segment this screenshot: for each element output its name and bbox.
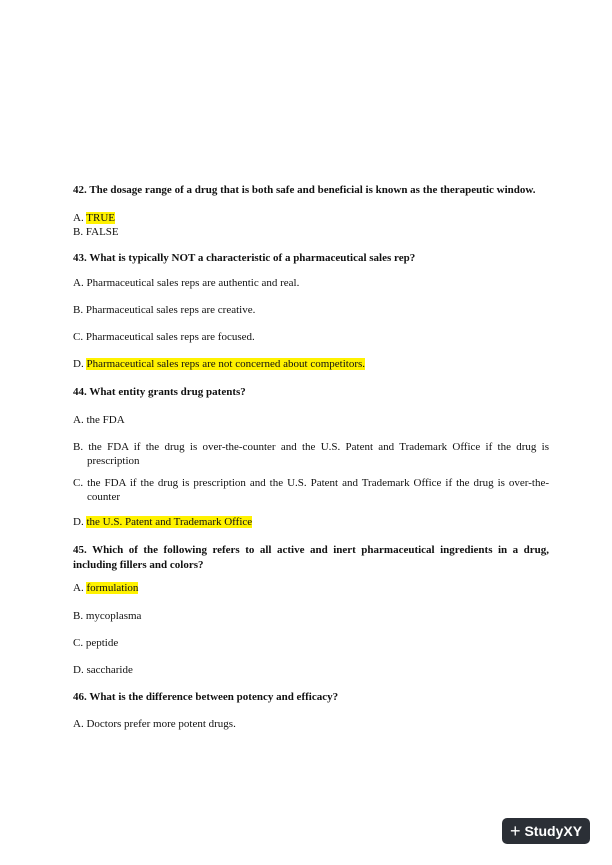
question-text: Which of the following refers to all active and inert pharmaceutical ingredients in a drug, including fillers and colors? bbox=[73, 544, 550, 571]
option-letter: A. bbox=[73, 718, 84, 730]
option-text: the FDA if the drug is over-the-counter and the U.S. Patent and Trademark Office if the drug is prescription bbox=[87, 441, 550, 467]
option-text-highlighted: formulation bbox=[86, 582, 139, 594]
question-number: 45. bbox=[73, 544, 87, 556]
question-number: 42. bbox=[73, 184, 87, 196]
option-letter: C. bbox=[73, 477, 84, 489]
option-text-highlighted: Pharmaceutical sales reps are not concerned about competitors. bbox=[86, 358, 366, 370]
q44-option-c bbox=[73, 476, 549, 504]
q43-option-d bbox=[73, 357, 549, 371]
option-letter: B. bbox=[73, 441, 84, 453]
option-letter: B. bbox=[73, 226, 84, 238]
q44-option-d bbox=[73, 515, 549, 529]
q43-option-b bbox=[73, 303, 549, 317]
question-number: 43. bbox=[73, 252, 87, 264]
q45-option-c bbox=[73, 636, 549, 650]
option-text: the FDA bbox=[86, 414, 125, 426]
option-text: Pharmaceutical sales reps are creative. bbox=[85, 304, 256, 316]
q45-option-d bbox=[73, 663, 549, 677]
option-letter: D. bbox=[73, 664, 84, 676]
q46-option-a bbox=[73, 717, 549, 731]
option-text: Pharmaceutical sales reps are authentic and real. bbox=[86, 277, 300, 289]
option-hanging-wrapper bbox=[73, 476, 549, 504]
option-letter: A. bbox=[73, 414, 84, 426]
q43-option-c bbox=[73, 330, 549, 344]
question-44-heading bbox=[73, 385, 549, 400]
question-43-heading bbox=[73, 251, 549, 266]
option-letter: A. bbox=[73, 277, 84, 289]
option-letter: A. bbox=[73, 582, 84, 594]
q45-option-b bbox=[73, 609, 549, 623]
question-46-heading bbox=[73, 690, 549, 705]
q44-option-b bbox=[73, 440, 549, 468]
question-text: The dosage range of a drug that is both safe and beneficial is known as the therapeutic window. bbox=[89, 184, 536, 196]
plus-icon: + bbox=[509, 821, 521, 841]
q42-option-b bbox=[73, 225, 549, 239]
q44-option-a bbox=[73, 413, 549, 427]
q45-option-a bbox=[73, 581, 549, 595]
option-hanging-wrapper bbox=[73, 440, 549, 468]
option-text: FALSE bbox=[85, 226, 119, 238]
option-letter: B. bbox=[73, 304, 84, 316]
option-text: the FDA if the drug is prescription and the U.S. Patent and Trademark Office if the drug is over-the-counter bbox=[87, 477, 549, 503]
option-letter: D. bbox=[73, 358, 84, 370]
option-text: Doctors prefer more potent drugs. bbox=[86, 718, 236, 730]
option-text: saccharide bbox=[86, 664, 133, 676]
question-42-heading bbox=[73, 183, 549, 198]
option-letter: C. bbox=[73, 331, 84, 343]
question-number: 46. bbox=[73, 691, 87, 703]
question-text: What is the difference between potency and efficacy? bbox=[89, 691, 339, 703]
option-text-highlighted: the U.S. Patent and Trademark Office bbox=[86, 516, 253, 528]
question-text: What is typically NOT a characteristic of a pharmaceutical sales rep? bbox=[89, 252, 416, 264]
option-letter: B. bbox=[73, 610, 84, 622]
option-letter: D. bbox=[73, 516, 84, 528]
question-number: 44. bbox=[73, 386, 87, 398]
brand-name: StudyXY bbox=[524, 823, 583, 839]
option-text: peptide bbox=[85, 637, 119, 649]
option-text-highlighted: TRUE bbox=[86, 212, 115, 224]
option-text: Pharmaceutical sales reps are focused. bbox=[85, 331, 255, 343]
question-text: What entity grants drug patents? bbox=[89, 386, 246, 398]
studyxy-logo[interactable] bbox=[502, 818, 590, 844]
q42-option-a bbox=[73, 211, 549, 225]
q43-option-a bbox=[73, 276, 549, 290]
option-letter: C. bbox=[73, 637, 84, 649]
option-text: mycoplasma bbox=[85, 610, 142, 622]
question-45-heading bbox=[73, 543, 549, 573]
option-letter: A. bbox=[73, 212, 84, 224]
